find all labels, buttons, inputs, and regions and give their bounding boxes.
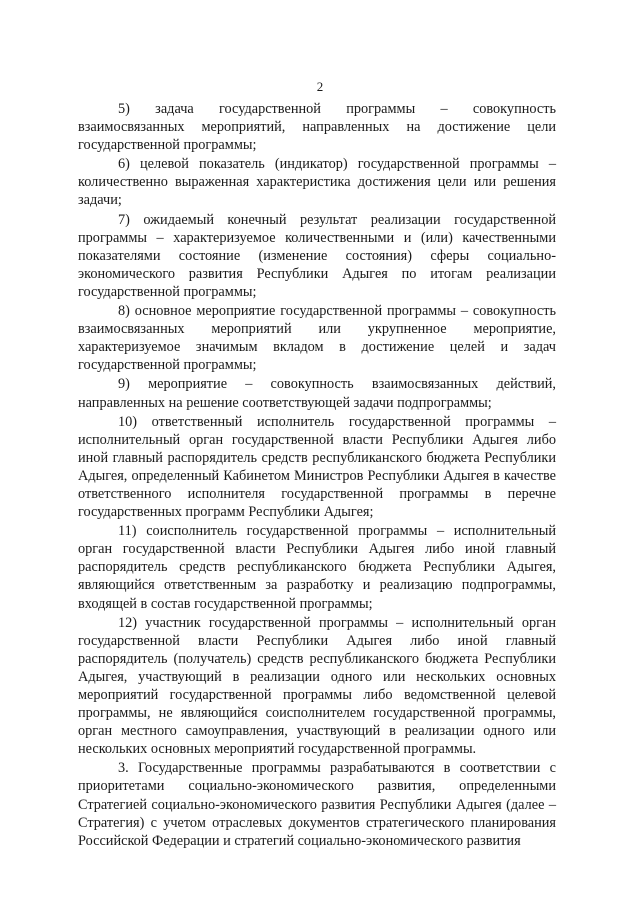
page-number: 2 [316, 79, 324, 94]
paragraph-item-10: 10) ответственный исполнитель государственной программы – исполнительный орган государственной власти Республики Адыгея либо иной главный распорядитель средств республиканского бюджета Республики Адыгея, определенный Кабинетом Министров Республики Адыгея в качестве ответственного исполнителя государственной программы в перечне государственных программ Республики Адыгея; [78, 413, 556, 521]
paragraph-section-3: 3. Государственные программы разрабатываются в соответствии с приоритетами социально-экономического развития, определенными Стратегией социально-экономического развития Республики Адыгея (далее – Стратегия) с учетом отраслевых документов стратегического планирования Российской Федерации и стратегий социально-экономического развития [78, 760, 556, 849]
paragraph-item-6: 6) целевой показатель (индикатор) государственной программы – количественно выраженная характеристика достижения цели или решения задачи; [78, 156, 556, 209]
paragraph-item-5: 5) задача государственной программы – совокупность взаимосвязанных мероприятий, направленных на достижение цели государственной программы; [78, 101, 556, 154]
document-body [78, 100, 556, 850]
paragraph-item-12: 12) участник государственной программы – исполнительный орган государственной власти Республики Адыгея либо иной главный распорядитель (получатель) средств республиканского бюджета Республики Адыгея, участвующий в реализации одного или нескольких основных мероприятий государственной программы либо ведомственной целевой программы, не являющийся соисполнителем государственной программы, орган местного самоуправления, участвующий в реализации одного или нескольких основных мероприятий государственной программы. [78, 614, 556, 758]
paragraph-item-11: 11) соисполнитель государственной программы – исполнительный орган государственной власти Республики Адыгея либо иной главный распорядитель средств республиканского бюджета Республики Адыгея, являющийся ответственным за разработку и реализацию подпрограммы, входящей в состав государственной программы; [78, 523, 556, 612]
paragraph-item-7: 7) ожидаемый конечный результат реализации государственной программы – характеризуемое количественными и (или) качественными показателями состояние (изменение состояния) сферы социально-экономического развития Республики Адыгея по итогам реализации государственной программы; [78, 211, 556, 300]
paragraph-item-8: 8) основное мероприятие государственной программы – совокупность взаимосвязанных мероприятий или укрупненное мероприятие, характеризуемое значимым вкладом в достижение целей и задач государственной программы; [78, 303, 556, 374]
paragraph-item-9: 9) мероприятие – совокупность взаимосвязанных действий, направленных на решение соответствующей задачи подпрограммы; [78, 376, 556, 411]
